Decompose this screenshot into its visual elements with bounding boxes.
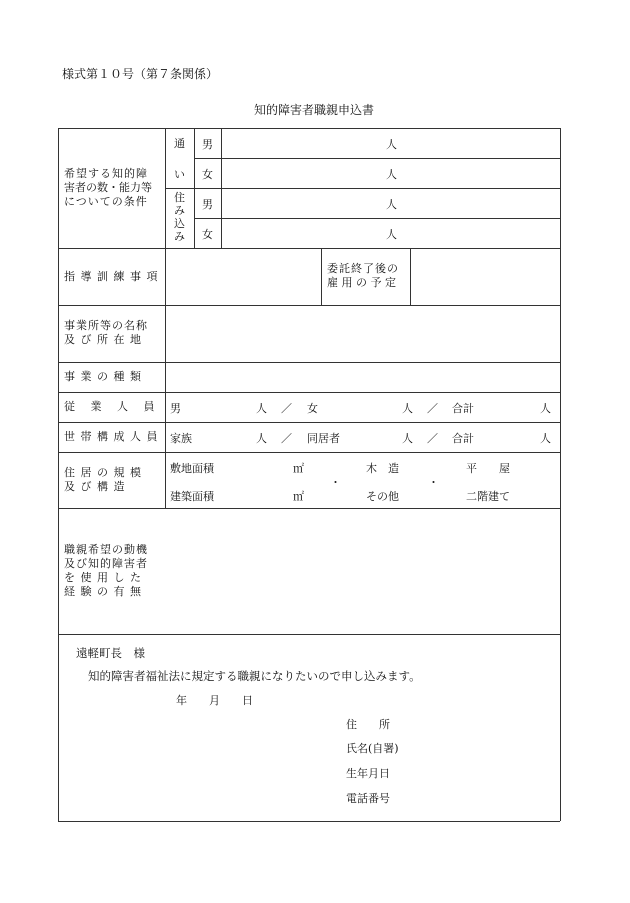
employees-male-unit: 人: [256, 402, 267, 415]
after-commission-label: 委託終了後の 雇 用 の 予 定: [327, 262, 399, 289]
building-area-label: 建築面積: [170, 490, 214, 503]
application-date: 年 月 日: [176, 694, 253, 707]
household-slash-1: ／: [281, 432, 292, 445]
live-in-label: 住 み 込 み: [174, 191, 185, 243]
building-area-unit: ㎡: [293, 490, 304, 503]
live-in-female-label: 女: [202, 228, 213, 241]
motivation-label: 職親希望の動機 及び知的障害者 を 使 用 し た 経 験 の 有 無: [64, 543, 148, 598]
phone-label: 電話番号: [346, 792, 390, 805]
one-story-label: 平 屋: [466, 462, 510, 475]
household-cohabitant-label: 同居者: [307, 432, 340, 445]
household-cohabitant-unit: 人: [402, 432, 413, 445]
household-total-unit: 人: [540, 432, 551, 445]
employees-label: 従 業 人 員: [64, 400, 161, 413]
conditions-label: 希望する知的障 害者の数・能力等 についての条件: [64, 167, 152, 208]
household-label: 世 帯 構 成 人 員: [64, 430, 159, 443]
birthdate-label: 生年月日: [346, 767, 390, 780]
training-label: 指 導 訓 練 事 項: [64, 270, 159, 283]
name-label: 氏名(自署): [346, 742, 399, 755]
wooden-label: 木 造: [366, 462, 399, 475]
employees-slash-2: ／: [427, 402, 438, 415]
site-area-label: 敷地面積: [170, 462, 214, 475]
employees-total-unit: 人: [540, 402, 551, 415]
address-label: 住 所: [346, 718, 390, 731]
live-in-male-label: 男: [202, 198, 213, 211]
commute-label-1: 通: [174, 137, 185, 150]
commute-label-2: い: [174, 168, 185, 181]
household-total-label: 合計: [452, 432, 474, 445]
form-number: 様式第１０号（第７条関係）: [62, 67, 219, 81]
declaration-statement: 知的障害者福祉法に規定する職親になりたいので申し込みます。: [88, 669, 421, 683]
employees-total-label: 合計: [452, 402, 474, 415]
structure-dot-1: ・: [330, 476, 341, 489]
employees-male-label: 男: [170, 402, 181, 415]
employees-slash-1: ／: [281, 402, 292, 415]
commute-female-unit: 人: [386, 168, 397, 181]
addressee: 遠軽町長 様: [76, 646, 145, 660]
household-family-unit: 人: [256, 432, 267, 445]
live-in-male-unit: 人: [386, 198, 397, 211]
employees-female-unit: 人: [402, 402, 413, 415]
commute-male-unit: 人: [386, 138, 397, 151]
live-in-female-unit: 人: [386, 228, 397, 241]
business-type-label: 事 業 の 種 類: [64, 370, 142, 383]
commute-female-label: 女: [202, 168, 213, 181]
other-structure-label: その他: [366, 490, 399, 503]
two-story-label: 二階建て: [466, 490, 510, 503]
commute-male-label: 男: [202, 138, 213, 151]
household-slash-2: ／: [427, 432, 438, 445]
employees-female-label: 女: [307, 402, 318, 415]
form-title: 知的障害者職親申込書: [254, 103, 375, 117]
structure-dot-2: ・: [428, 476, 439, 489]
site-area-unit: ㎡: [293, 462, 304, 475]
household-family-label: 家族: [170, 432, 192, 445]
residence-label: 住 居 の 規 模 及 び 構 造: [64, 466, 142, 493]
business-name-label: 事業所等の名称 及 び 所 在 地: [64, 319, 148, 346]
